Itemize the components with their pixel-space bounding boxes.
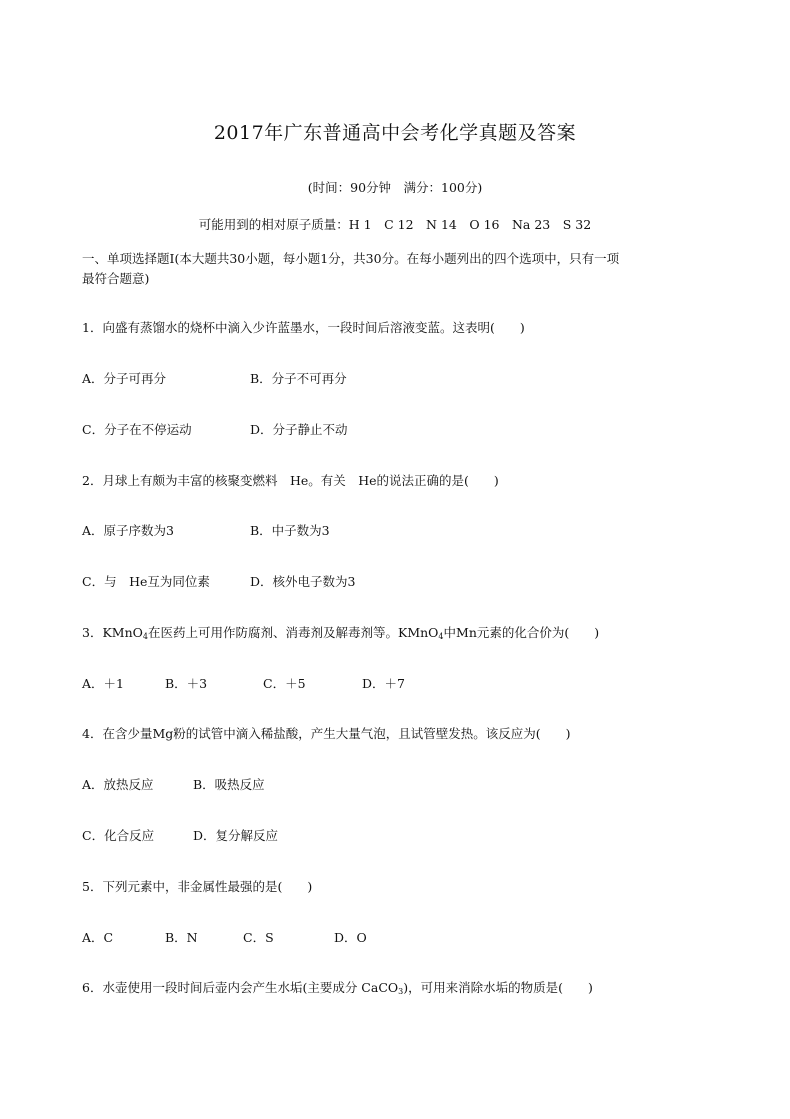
question-3-option-b: B．＋3 xyxy=(165,676,208,691)
question-2-option-d: D．核外电子数为3 xyxy=(250,574,356,589)
question-2-option-c: C．与 He互为同位素 xyxy=(82,574,210,589)
question-3-stem-part3: 中Mn元素的化合价为( ) xyxy=(443,625,600,640)
question-6-stem-part2: )，可用来消除水垢的物质是( ) xyxy=(403,980,593,995)
question-5-stem: 5．下列元素中，非金属性最强的是( ) xyxy=(82,879,313,894)
question-4-option-b: B．吸热反应 xyxy=(193,777,265,792)
page-title: 2017年广东普通高中会考化学真题及答案 xyxy=(213,122,577,144)
question-3-stem-part1: 3．KMnO xyxy=(82,625,143,640)
question-3-option-c: C．＋5 xyxy=(263,676,306,691)
question-2-stem: 2．月球上有颇为丰富的核聚变燃料 He。有关 He的说法正确的是( ) xyxy=(82,473,499,488)
question-1-option-b: B．分子不可再分 xyxy=(250,371,347,386)
question-3-stem-part2: 在医药上可用作防腐剂、消毒剂及解毒剂等。KMnO xyxy=(147,625,439,640)
question-5-option-a: A．C xyxy=(82,930,114,945)
question-6-stem xyxy=(82,978,593,996)
section-heading-line1: 一、单项选择题Ⅰ(本大题共30小题，每小题1分，共30分。在每小题列出的四个选项中，只有一项 xyxy=(82,251,620,266)
question-5-option-d: D．O xyxy=(334,930,367,945)
question-5-option-b: B．N xyxy=(165,930,198,945)
question-6-subscript: 3 xyxy=(398,987,404,996)
question-3-option-a: A．＋1 xyxy=(82,676,124,691)
question-3-stem xyxy=(82,623,599,641)
question-1-option-d: D．分子静止不动 xyxy=(250,422,348,437)
section-heading xyxy=(82,249,712,289)
question-5-option-c: C．S xyxy=(243,930,274,945)
question-3-subscript-2: 4 xyxy=(438,632,444,641)
atomic-masses: 可能用到的相对原子质量：H 1 C 12 N 14 O 16 Na 23 S 32 xyxy=(198,217,592,232)
question-3-subscript-1: 4 xyxy=(142,632,148,641)
question-4-option-c: C．化合反应 xyxy=(82,828,155,843)
exam-info: (时间：90分钟 满分：100分) xyxy=(307,180,483,195)
question-3-option-d: D．＋7 xyxy=(362,676,405,691)
question-4-option-a: A．放热反应 xyxy=(82,777,154,792)
section-heading-line2: 最符合题意) xyxy=(82,271,150,286)
question-2-option-b: B．中子数为3 xyxy=(250,523,330,538)
question-2-option-a: A．原子序数为3 xyxy=(82,523,174,538)
question-1-option-c: C．分子在不停运动 xyxy=(82,422,192,437)
question-4-option-d: D．复分解反应 xyxy=(193,828,279,843)
question-6-stem-part1: 6．水壶使用一段时间后壶内会产生水垢(主要成分 CaCO xyxy=(82,980,399,995)
question-1-option-a: A．分子可再分 xyxy=(82,371,167,386)
question-1-stem: 1．向盛有蒸馏水的烧杯中滴入少许蓝墨水，一段时间后溶液变蓝。这表明( ) xyxy=(82,320,525,335)
question-4-stem: 4．在含少量Mg粉的试管中滴入稀盐酸，产生大量气泡，且试管壁发热。该反应为( ) xyxy=(82,726,571,741)
